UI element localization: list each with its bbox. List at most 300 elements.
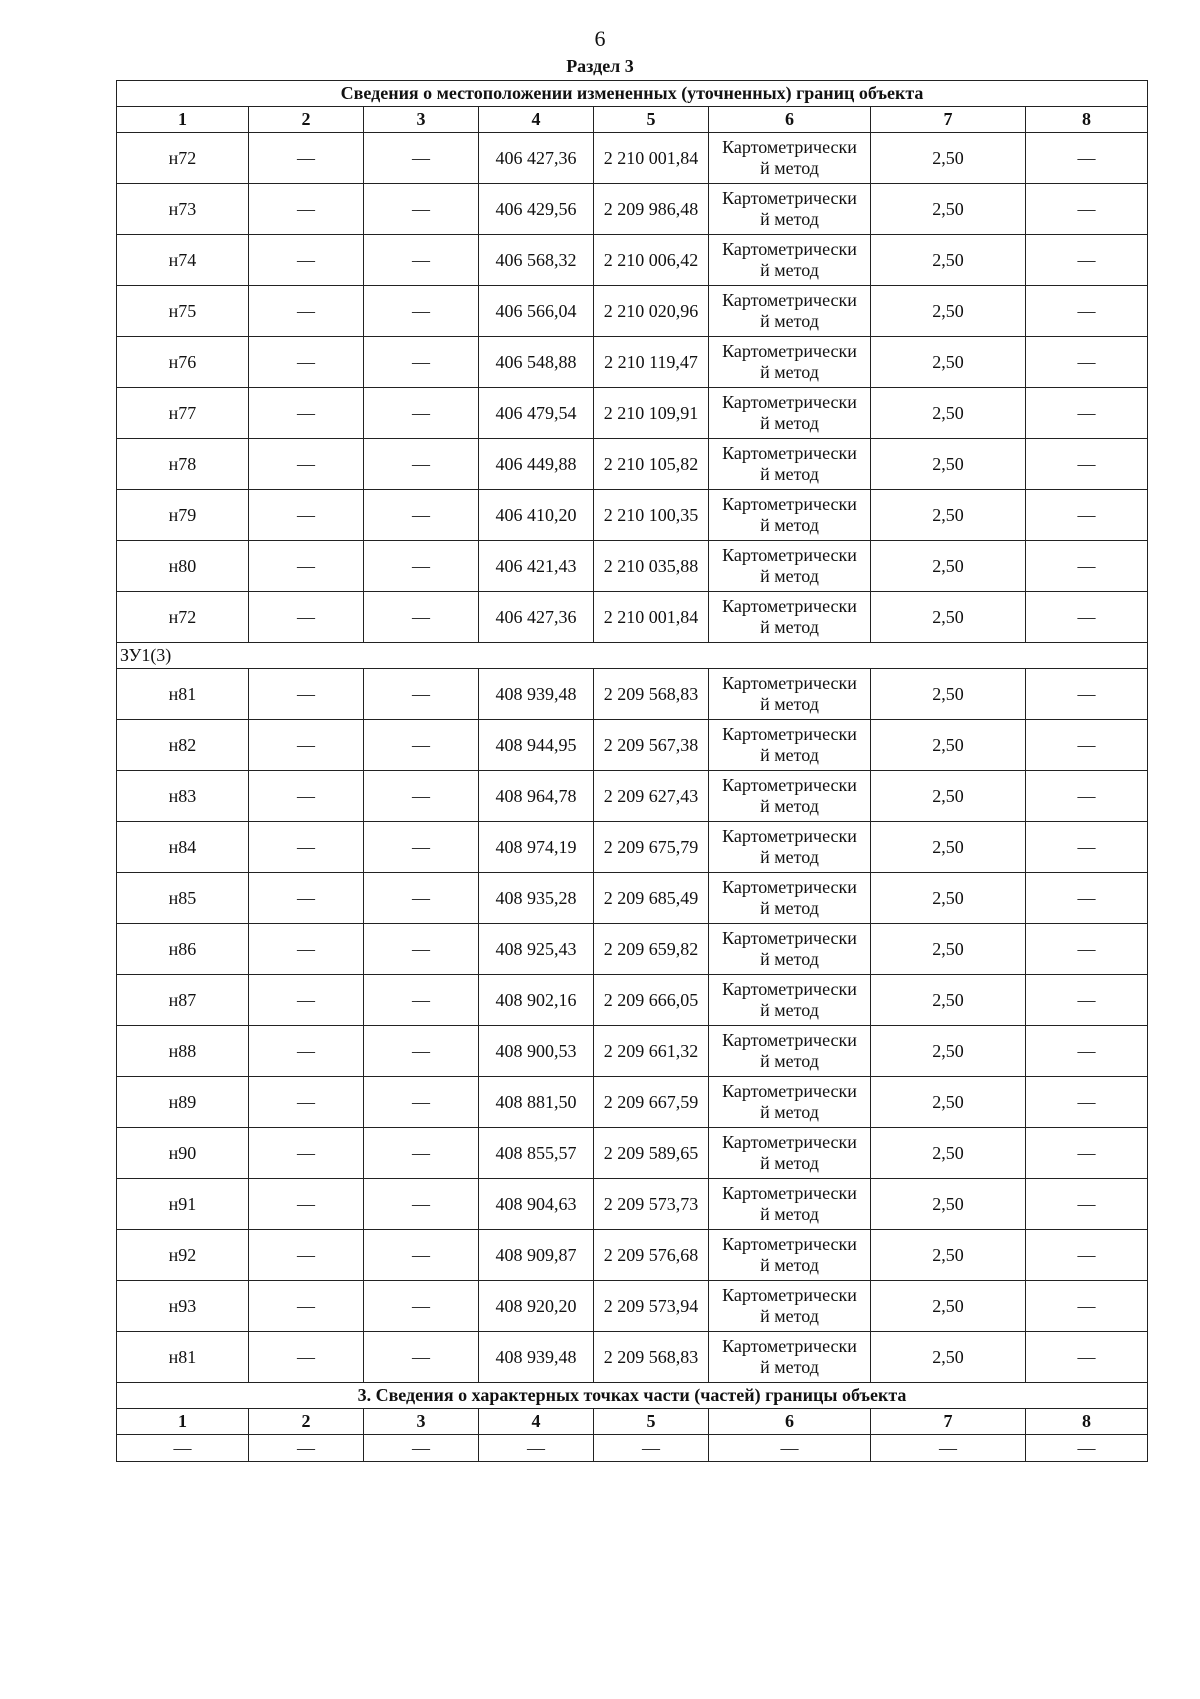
method-line: Картометрически [722,775,857,795]
point-cell: н89 [117,1077,249,1128]
method-line: Картометрически [722,826,857,846]
method-line: й метод [760,1306,819,1326]
dash-cell: — [364,1026,479,1077]
point-cell: н85 [117,873,249,924]
y-coordinate-cell: 2 209 986,48 [594,184,709,235]
method-line: й метод [760,796,819,816]
dash-cell: — [249,184,364,235]
method-line: Картометрически [722,928,857,948]
dash-cell: — [1026,822,1148,873]
y-coordinate-cell: 2 209 675,79 [594,822,709,873]
dash-cell: — [871,1435,1026,1462]
dash-cell: — [1026,286,1148,337]
accuracy-cell: 2,50 [871,975,1026,1026]
column-number: 3 [364,107,479,133]
method-line: Картометрически [722,443,857,463]
x-coordinate-cell: 406 427,36 [479,133,594,184]
method-line: Картометрически [722,1183,857,1203]
table-row [117,286,1148,337]
column-number: 6 [709,107,871,133]
table-row [117,669,1148,720]
method-line: й метод [760,566,819,586]
table-row [117,184,1148,235]
x-coordinate-cell: 406 410,20 [479,490,594,541]
table-row [117,975,1148,1026]
method-line: Картометрически [722,1081,857,1101]
dash-cell: — [364,235,479,286]
y-coordinate-cell: 2 209 666,05 [594,975,709,1026]
dash-cell: — [249,490,364,541]
dash-cell: — [117,1435,249,1462]
accuracy-cell: 2,50 [871,720,1026,771]
point-cell: н81 [117,669,249,720]
method-cell [709,1230,871,1281]
method-line: й метод [760,158,819,178]
x-coordinate-cell: 408 900,53 [479,1026,594,1077]
x-coordinate-cell: 408 974,19 [479,822,594,873]
table-row [117,1179,1148,1230]
method-cell [709,1026,871,1077]
method-line: Картометрически [722,877,857,897]
method-line: й метод [760,464,819,484]
dash-cell: — [1026,1026,1148,1077]
table-row [117,592,1148,643]
dash-cell: — [249,1332,364,1383]
column-number: 7 [871,107,1026,133]
method-line: й метод [760,1102,819,1122]
dash-cell: — [1026,669,1148,720]
point-cell: н93 [117,1281,249,1332]
method-line: й метод [760,847,819,867]
y-coordinate-cell: 2 210 035,88 [594,541,709,592]
point-cell: н82 [117,720,249,771]
dash-cell: — [1026,1179,1148,1230]
dash-cell: — [709,1435,871,1462]
x-coordinate-cell: 406 429,56 [479,184,594,235]
y-coordinate-cell: 2 209 667,59 [594,1077,709,1128]
dash-cell: — [1026,235,1148,286]
table-row [117,924,1148,975]
point-cell: н87 [117,975,249,1026]
table-row [117,873,1148,924]
dash-cell: — [364,439,479,490]
section2-title: 3. Сведения о характерных точках части (частей) границы объекта [117,1383,1148,1409]
table-row [117,1281,1148,1332]
method-cell [709,1281,871,1332]
table-row [117,1332,1148,1383]
y-coordinate-cell: 2 210 001,84 [594,133,709,184]
point-cell: н80 [117,541,249,592]
point-cell: н73 [117,184,249,235]
y-coordinate-cell: 2 209 568,83 [594,669,709,720]
dash-cell: — [249,133,364,184]
x-coordinate-cell: 408 925,43 [479,924,594,975]
accuracy-cell: 2,50 [871,1179,1026,1230]
empty-row [117,1435,1148,1462]
method-line: Картометрически [722,724,857,744]
dash-cell: — [364,771,479,822]
column-number: 5 [594,1409,709,1435]
accuracy-cell: 2,50 [871,490,1026,541]
method-line: Картометрически [722,673,857,693]
y-coordinate-cell: 2 209 568,83 [594,1332,709,1383]
table-title-row [117,81,1148,107]
table-row [117,1077,1148,1128]
x-coordinate-cell: 406 568,32 [479,235,594,286]
accuracy-cell: 2,50 [871,1332,1026,1383]
point-cell: н83 [117,771,249,822]
point-cell: н75 [117,286,249,337]
point-cell: н90 [117,1128,249,1179]
y-coordinate-cell: 2 209 576,68 [594,1230,709,1281]
dash-cell: — [364,1435,479,1462]
y-coordinate-cell: 2 209 661,32 [594,1026,709,1077]
dash-cell: — [1026,771,1148,822]
table-row [117,133,1148,184]
dash-cell: — [249,592,364,643]
method-cell [709,1128,871,1179]
method-line: й метод [760,1255,819,1275]
point-cell: н72 [117,133,249,184]
method-line: й метод [760,1204,819,1224]
table-title: Сведения о местоположении измененных (уточненных) границ объекта [117,81,1148,107]
method-line: Картометрически [722,137,857,157]
dash-cell: — [479,1435,594,1462]
column-number: 2 [249,107,364,133]
dash-cell: — [1026,388,1148,439]
point-cell: н84 [117,822,249,873]
accuracy-cell: 2,50 [871,286,1026,337]
accuracy-cell: 2,50 [871,924,1026,975]
method-cell [709,771,871,822]
y-coordinate-cell: 2 210 001,84 [594,592,709,643]
dash-cell: — [1026,924,1148,975]
method-cell [709,1179,871,1230]
point-cell: н76 [117,337,249,388]
dash-cell: — [1026,720,1148,771]
dash-cell: — [364,975,479,1026]
y-coordinate-cell: 2 210 006,42 [594,235,709,286]
y-coordinate-cell: 2 209 589,65 [594,1128,709,1179]
accuracy-cell: 2,50 [871,1128,1026,1179]
point-cell: н79 [117,490,249,541]
column-number-row [117,107,1148,133]
column-number: 5 [594,107,709,133]
page-number: 6 [594,26,606,51]
dash-cell: — [1026,541,1148,592]
dash-cell: — [1026,439,1148,490]
dash-cell: — [249,771,364,822]
method-line: й метод [760,209,819,229]
method-line: й метод [760,311,819,331]
point-cell: н74 [117,235,249,286]
method-cell [709,873,871,924]
dash-cell: — [249,873,364,924]
column-number: 4 [479,107,594,133]
dash-cell: — [1026,873,1148,924]
table-row [117,1026,1148,1077]
dash-cell: — [249,1435,364,1462]
point-cell: н81 [117,1332,249,1383]
method-cell [709,388,871,439]
dash-cell: — [364,1230,479,1281]
dash-cell: — [249,669,364,720]
table-body [117,81,1148,1462]
point-cell: н92 [117,1230,249,1281]
method-line: й метод [760,745,819,765]
column-number: 4 [479,1409,594,1435]
boundary-table [116,80,1148,1462]
x-coordinate-cell: 406 449,88 [479,439,594,490]
method-line: Картометрически [722,979,857,999]
point-cell: н91 [117,1179,249,1230]
accuracy-cell: 2,50 [871,669,1026,720]
method-cell [709,1077,871,1128]
method-line: Картометрически [722,290,857,310]
section2-title-row [117,1383,1148,1409]
x-coordinate-cell: 406 566,04 [479,286,594,337]
dash-cell: — [1026,1077,1148,1128]
method-cell [709,490,871,541]
column-number: 1 [117,107,249,133]
method-line: й метод [760,1153,819,1173]
method-cell [709,133,871,184]
method-line: й метод [760,413,819,433]
dash-cell: — [364,924,479,975]
dash-cell: — [364,388,479,439]
dash-cell: — [249,439,364,490]
dash-cell: — [364,592,479,643]
dash-cell: — [364,184,479,235]
method-line: Картометрически [722,596,857,616]
dash-cell: — [364,669,479,720]
method-line: й метод [760,949,819,969]
dash-cell: — [1026,133,1148,184]
dash-cell: — [364,822,479,873]
method-line: й метод [760,1357,819,1377]
x-coordinate-cell: 408 902,16 [479,975,594,1026]
table-row [117,337,1148,388]
column-number: 6 [709,1409,871,1435]
accuracy-cell: 2,50 [871,771,1026,822]
method-cell [709,439,871,490]
method-line: Картометрически [722,341,857,361]
method-line: й метод [760,1051,819,1071]
method-line: Картометрически [722,392,857,412]
method-cell [709,669,871,720]
method-cell [709,822,871,873]
dash-cell: — [364,1128,479,1179]
section-title: Раздел 3 [566,56,634,76]
table-row [117,541,1148,592]
method-line: й метод [760,362,819,382]
method-cell [709,235,871,286]
x-coordinate-cell: 408 964,78 [479,771,594,822]
method-line: Картометрически [722,1030,857,1050]
dash-cell: — [249,720,364,771]
dash-cell: — [1026,1281,1148,1332]
x-coordinate-cell: 408 881,50 [479,1077,594,1128]
dash-cell: — [249,337,364,388]
accuracy-cell: 2,50 [871,541,1026,592]
method-line: й метод [760,898,819,918]
column-number: 3 [364,1409,479,1435]
method-cell [709,924,871,975]
dash-cell: — [249,541,364,592]
dash-cell: — [249,822,364,873]
table-row [117,771,1148,822]
method-cell [709,1332,871,1383]
x-coordinate-cell: 408 920,20 [479,1281,594,1332]
dash-cell: — [1026,1230,1148,1281]
method-cell [709,337,871,388]
dash-cell: — [249,975,364,1026]
dash-cell: — [1026,975,1148,1026]
x-coordinate-cell: 408 909,87 [479,1230,594,1281]
x-coordinate-cell: 406 421,43 [479,541,594,592]
accuracy-cell: 2,50 [871,1230,1026,1281]
dash-cell: — [249,1026,364,1077]
point-cell: н72 [117,592,249,643]
column-number: 2 [249,1409,364,1435]
method-line: Картометрически [722,1285,857,1305]
dash-cell: — [249,1230,364,1281]
x-coordinate-cell: 408 904,63 [479,1179,594,1230]
method-cell [709,592,871,643]
dash-cell: — [1026,592,1148,643]
table-row [117,490,1148,541]
point-cell: н88 [117,1026,249,1077]
method-cell [709,720,871,771]
method-line: Картометрически [722,545,857,565]
y-coordinate-cell: 2 210 100,35 [594,490,709,541]
accuracy-cell: 2,50 [871,337,1026,388]
dash-cell: — [364,1179,479,1230]
x-coordinate-cell: 406 479,54 [479,388,594,439]
dash-cell: — [249,235,364,286]
point-cell: н77 [117,388,249,439]
method-cell [709,975,871,1026]
dash-cell: — [1026,337,1148,388]
dash-cell: — [249,1077,364,1128]
y-coordinate-cell: 2 210 020,96 [594,286,709,337]
method-line: й метод [760,515,819,535]
method-line: й метод [760,694,819,714]
table-row [117,720,1148,771]
x-coordinate-cell: 406 427,36 [479,592,594,643]
dash-cell: — [249,286,364,337]
point-cell: н86 [117,924,249,975]
y-coordinate-cell: 2 209 573,73 [594,1179,709,1230]
accuracy-cell: 2,50 [871,592,1026,643]
y-coordinate-cell: 2 210 109,91 [594,388,709,439]
column-number: 1 [117,1409,249,1435]
table-row [117,235,1148,286]
dash-cell: — [364,720,479,771]
y-coordinate-cell: 2 209 659,82 [594,924,709,975]
table-row [117,439,1148,490]
x-coordinate-cell: 408 939,48 [479,1332,594,1383]
accuracy-cell: 2,50 [871,439,1026,490]
accuracy-cell: 2,50 [871,1281,1026,1332]
dash-cell: — [594,1435,709,1462]
dash-cell: — [1026,1128,1148,1179]
table-row [117,1128,1148,1179]
accuracy-cell: 2,50 [871,184,1026,235]
method-line: й метод [760,617,819,637]
y-coordinate-cell: 2 209 567,38 [594,720,709,771]
column-number: 8 [1026,1409,1148,1435]
group-row [117,643,1148,669]
dash-cell: — [364,1077,479,1128]
method-cell [709,184,871,235]
table-row [117,1230,1148,1281]
method-line: Картометрически [722,239,857,259]
accuracy-cell: 2,50 [871,1077,1026,1128]
dash-cell: — [364,1281,479,1332]
point-cell: н78 [117,439,249,490]
x-coordinate-cell: 408 935,28 [479,873,594,924]
accuracy-cell: 2,50 [871,388,1026,439]
x-coordinate-cell: 408 939,48 [479,669,594,720]
dash-cell: — [364,873,479,924]
method-line: Картометрически [722,1234,857,1254]
y-coordinate-cell: 2 210 105,82 [594,439,709,490]
accuracy-cell: 2,50 [871,235,1026,286]
dash-cell: — [249,1179,364,1230]
dash-cell: — [364,490,479,541]
dash-cell: — [1026,490,1148,541]
method-line: й метод [760,260,819,280]
column-number: 7 [871,1409,1026,1435]
x-coordinate-cell: 408 944,95 [479,720,594,771]
accuracy-cell: 2,50 [871,822,1026,873]
column-number: 8 [1026,107,1148,133]
method-line: Картометрически [722,1336,857,1356]
table-row [117,388,1148,439]
method-cell [709,286,871,337]
dash-cell: — [249,1281,364,1332]
table-row [117,822,1148,873]
method-line: Картометрически [722,188,857,208]
x-coordinate-cell: 406 548,88 [479,337,594,388]
group-label: ЗУ1(3) [117,643,1148,669]
dash-cell: — [364,541,479,592]
y-coordinate-cell: 2 210 119,47 [594,337,709,388]
y-coordinate-cell: 2 209 685,49 [594,873,709,924]
dash-cell: — [1026,1332,1148,1383]
y-coordinate-cell: 2 209 573,94 [594,1281,709,1332]
dash-cell: — [1026,1435,1148,1462]
accuracy-cell: 2,50 [871,133,1026,184]
dash-cell: — [364,286,479,337]
y-coordinate-cell: 2 209 627,43 [594,771,709,822]
dash-cell: — [364,337,479,388]
dash-cell: — [1026,184,1148,235]
method-line: й метод [760,1000,819,1020]
dash-cell: — [364,133,479,184]
accuracy-cell: 2,50 [871,1026,1026,1077]
method-line: Картометрически [722,1132,857,1152]
dash-cell: — [249,1128,364,1179]
method-line: Картометрически [722,494,857,514]
accuracy-cell: 2,50 [871,873,1026,924]
column-number-row [117,1409,1148,1435]
x-coordinate-cell: 408 855,57 [479,1128,594,1179]
dash-cell: — [364,1332,479,1383]
dash-cell: — [249,388,364,439]
method-cell [709,541,871,592]
